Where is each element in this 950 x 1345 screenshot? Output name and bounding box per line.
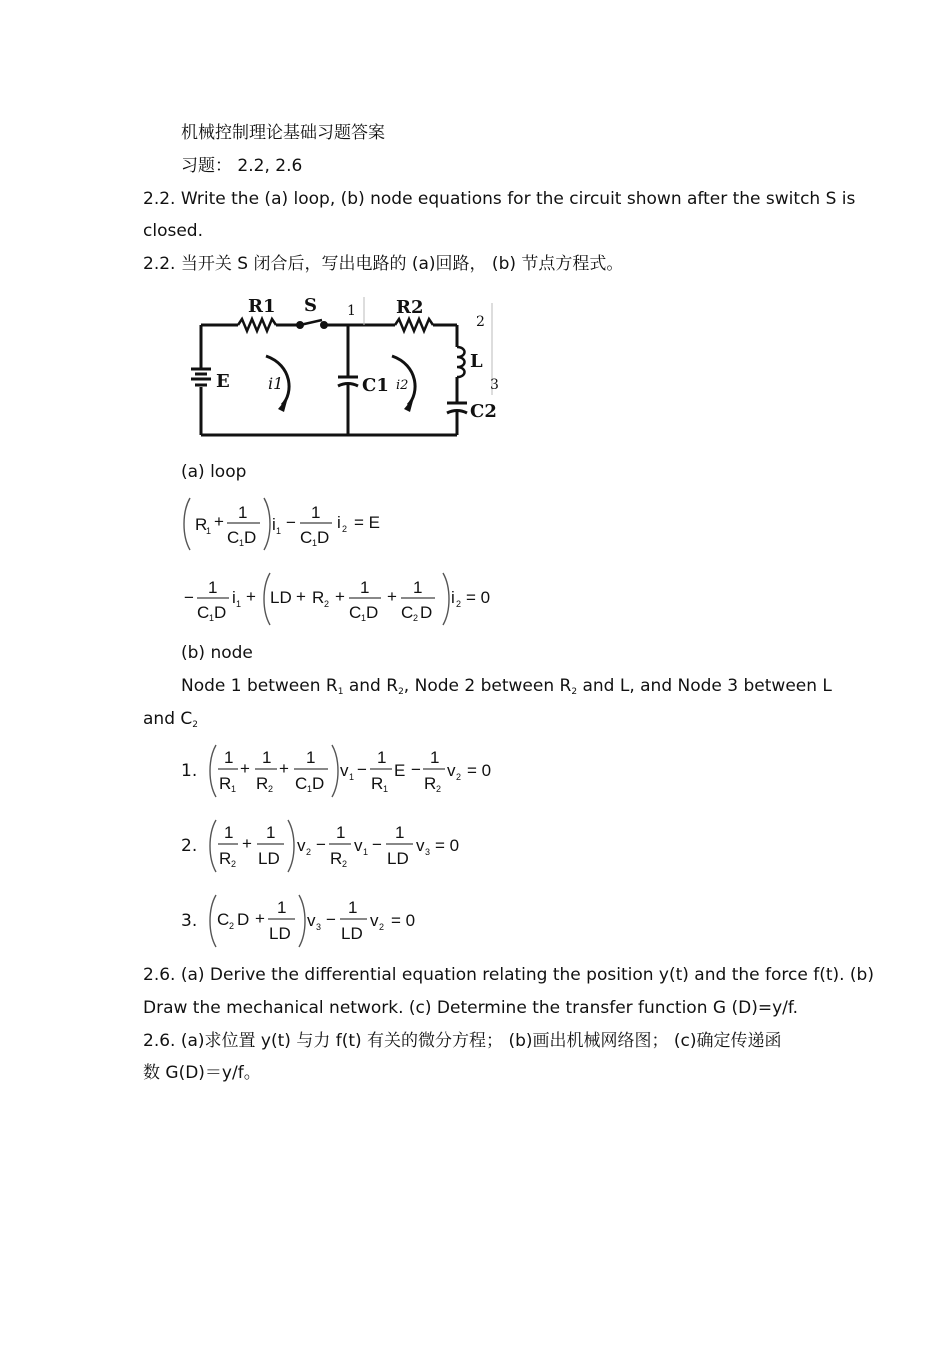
loop-equation-2: [180, 569, 510, 629]
capacitor-c2-symbol: [447, 403, 467, 413]
eq-operator: −: [372, 835, 382, 854]
node-eq-1-label: 1.: [181, 761, 198, 781]
eq-subscript: 3: [316, 922, 322, 932]
fraction-numerator: 1: [266, 823, 276, 842]
node-desc-text: and L, and Node 3 between L: [577, 676, 832, 696]
eq-operator: +: [214, 512, 224, 531]
eq-term: v: [416, 836, 425, 855]
fraction-numerator: 1: [224, 823, 234, 842]
circuit-diagram: [180, 285, 510, 450]
paren-open: [210, 745, 216, 797]
fraction-denominator: R: [256, 774, 269, 793]
eq-subscript: 1: [363, 847, 369, 857]
eq-subscript: 2: [413, 613, 419, 623]
fraction-numerator: 1: [277, 898, 287, 917]
fraction-denominator: D: [317, 528, 330, 547]
label-l: L: [470, 351, 483, 372]
eq-subscript: 1: [361, 613, 367, 623]
fraction-denominator: C: [227, 528, 240, 547]
eq-subscript: 1: [206, 526, 212, 536]
eq-subscript: 1: [276, 526, 282, 536]
label-c2: C2: [470, 401, 497, 422]
eq-term: R: [195, 515, 208, 534]
fraction-denominator: D: [214, 603, 227, 622]
exercise-list: 习题： 2.2, 2.6: [181, 156, 303, 176]
eq-term: v: [340, 761, 349, 780]
eq-rhs: = 0: [435, 836, 460, 855]
node-desc-sub: 2: [571, 687, 578, 697]
paren-close: [288, 820, 294, 872]
node-equation-2: [206, 816, 476, 876]
fraction-denominator: C: [300, 528, 313, 547]
eq-term: R: [312, 588, 325, 607]
eq-term: C: [217, 910, 230, 929]
eq-subscript: 1: [236, 599, 242, 609]
eq-term: v: [370, 911, 379, 930]
paren-open: [210, 820, 216, 872]
eq-subscript: 3: [425, 847, 431, 857]
node-label-1: 1: [347, 303, 356, 319]
label-e: E: [216, 371, 230, 392]
fraction-denominator: R: [330, 849, 343, 868]
problem-2-6-zh-line1: 2.6. (a)求位置 y(t) 与力 f(t) 有关的微分方程； (b)画出机械网络图； (c)确定传递函: [143, 1031, 782, 1051]
eq-subscript: 2: [456, 772, 462, 782]
fraction-numerator: 1: [262, 748, 272, 767]
node-desc-sub: 2: [398, 687, 404, 697]
eq-subscript: 2: [231, 859, 237, 869]
paren-close: [332, 745, 338, 797]
fraction-denominator: C: [197, 603, 210, 622]
fraction-denominator: D: [420, 603, 433, 622]
problem-2-6-en-line1: 2.6. (a) Derive the differential equation relating the position y(t) and the force f(t). (b): [143, 965, 874, 985]
paren-close: [264, 498, 270, 550]
fraction-denominator: LD: [387, 849, 409, 868]
fraction-numerator: 1: [395, 823, 405, 842]
fraction-numerator: 1: [224, 748, 234, 767]
eq-term: v: [447, 761, 456, 780]
node-desc-text: and C: [143, 709, 193, 729]
eq-term: v: [354, 836, 363, 855]
eq-subscript: 2: [229, 921, 235, 931]
fraction-denominator: LD: [341, 924, 363, 943]
fraction-numerator: 1: [377, 748, 387, 767]
eq-term: i: [337, 513, 341, 532]
fraction-denominator: C: [295, 774, 308, 793]
eq-subscript: 2: [342, 524, 348, 534]
eq-operator: −: [316, 835, 326, 854]
loop-arrow-head-i2: [404, 397, 414, 412]
fraction-denominator: C: [401, 603, 414, 622]
label-i2: i2: [396, 378, 409, 393]
node-desc-text: and R: [343, 676, 399, 696]
eq-subscript: 2: [379, 922, 385, 932]
paren-open: [184, 498, 190, 550]
eq-operator: +: [240, 759, 250, 778]
node-equation-1: [206, 741, 506, 801]
circuit-wires: [201, 319, 465, 435]
eq-subscript: 1: [307, 784, 313, 794]
label-switch: S: [304, 295, 317, 316]
fraction-denominator: LD: [269, 924, 291, 943]
label-r2: R2: [396, 297, 424, 318]
node-desc-text: Node 1 between R: [181, 676, 338, 696]
fraction-numerator: 1: [413, 578, 423, 597]
fraction-denominator: R: [219, 849, 232, 868]
eq-subscript: 1: [312, 538, 318, 548]
problem-2-2-en-line1: 2.2. Write the (a) loop, (b) node equations for the circuit shown after the switch S is: [143, 189, 856, 209]
eq-rhs: = 0: [466, 588, 491, 607]
fraction-denominator: D: [366, 603, 379, 622]
fraction-denominator: LD: [258, 849, 280, 868]
fraction-numerator: 1: [336, 823, 346, 842]
eq-rhs: = 0: [391, 911, 416, 930]
eq-operator: −: [326, 910, 336, 929]
paren-close: [299, 895, 305, 947]
eq-operator: +: [335, 587, 345, 606]
eq-subscript: 1: [383, 784, 389, 794]
eq-operator: +: [387, 587, 397, 606]
eq-term: i: [232, 588, 236, 607]
node-desc-sub: 2: [192, 720, 198, 730]
eq-rhs: = 0: [467, 761, 492, 780]
eq-term: v: [307, 911, 316, 930]
eq-operator: +: [296, 587, 306, 606]
eq-operator: +: [255, 909, 265, 928]
eq-subscript: 2: [456, 599, 462, 609]
battery-symbol: [191, 369, 211, 385]
eq-subscript: 2: [268, 784, 274, 794]
fraction-numerator: 1: [430, 748, 440, 767]
eq-subscript: 1: [231, 784, 237, 794]
fraction-denominator: R: [219, 774, 232, 793]
label-r1: R1: [248, 296, 276, 317]
node-equation-3: [206, 891, 446, 951]
problem-2-6-en-line2: Draw the mechanical network. (c) Determine the transfer function G (D)=y/f.: [143, 998, 799, 1018]
problem-2-2-en-line2: closed.: [143, 221, 203, 241]
eq-subscript: 2: [436, 784, 442, 794]
fraction-numerator: 1: [306, 748, 316, 767]
eq-subscript: 1: [209, 613, 215, 623]
node-eq-2-label: 2.: [181, 836, 198, 856]
paren-open: [210, 895, 216, 947]
document-title: 机械控制理论基础习题答案: [181, 123, 385, 143]
node-desc-text: , Node 2 between R: [403, 676, 572, 696]
paren-close: [443, 573, 449, 625]
eq-term: D: [237, 910, 250, 929]
node-eq-3-label: 3.: [181, 911, 198, 931]
fraction-denominator: C: [349, 603, 362, 622]
node-label-3: 3: [490, 377, 499, 393]
eq-term: i: [272, 515, 276, 534]
problem-2-2-zh: 2.2. 当开关 S 闭合后，写出电路的 (a)回路， (b) 节点方程式。: [143, 254, 624, 274]
fraction-numerator: 1: [208, 578, 218, 597]
fraction-numerator: 1: [311, 503, 321, 522]
eq-subscript: 1: [349, 772, 355, 782]
fraction-denominator: D: [312, 774, 325, 793]
fraction-numerator: 1: [238, 503, 248, 522]
eq-subscript: 2: [324, 599, 330, 609]
fraction-numerator: 1: [348, 898, 358, 917]
loop-current-arrows: [266, 356, 415, 405]
node-description-line1: [181, 674, 832, 704]
loop-heading: (a) loop: [181, 462, 247, 482]
label-c1: C1: [362, 375, 389, 396]
fraction-numerator: 1: [360, 578, 370, 597]
eq-operator: +: [242, 834, 252, 853]
loop-arrow-head-i1: [278, 397, 288, 412]
eq-subscript: 2: [306, 847, 312, 857]
eq-operator: +: [279, 759, 289, 778]
node-description-line2: [143, 707, 198, 737]
eq-operator: −: [411, 760, 421, 779]
eq-operator: −: [286, 513, 296, 532]
fraction-denominator: R: [371, 774, 384, 793]
capacitor-c1-symbol: [338, 377, 358, 386]
problem-2-6-zh-line2: 数 G(D)＝y/f。: [143, 1063, 261, 1083]
eq-term: i: [451, 588, 455, 607]
node-heading: (b) node: [181, 643, 253, 663]
fraction-denominator: R: [424, 774, 437, 793]
eq-operator: −: [357, 760, 367, 779]
label-i1: i1: [268, 374, 284, 393]
eq-operator: +: [246, 587, 256, 606]
eq-subscript: 1: [239, 538, 245, 548]
eq-term: v: [297, 836, 306, 855]
eq-rhs: = E: [354, 513, 380, 532]
node-desc-sub: 1: [337, 687, 344, 697]
eq-term: E: [394, 761, 406, 780]
eq-operator: −: [184, 588, 194, 607]
loop-equation-1: [180, 494, 410, 554]
node-label-2: 2: [476, 314, 485, 330]
eq-subscript: 2: [342, 859, 348, 869]
eq-term: LD: [270, 588, 292, 607]
fraction-denominator: D: [244, 528, 257, 547]
